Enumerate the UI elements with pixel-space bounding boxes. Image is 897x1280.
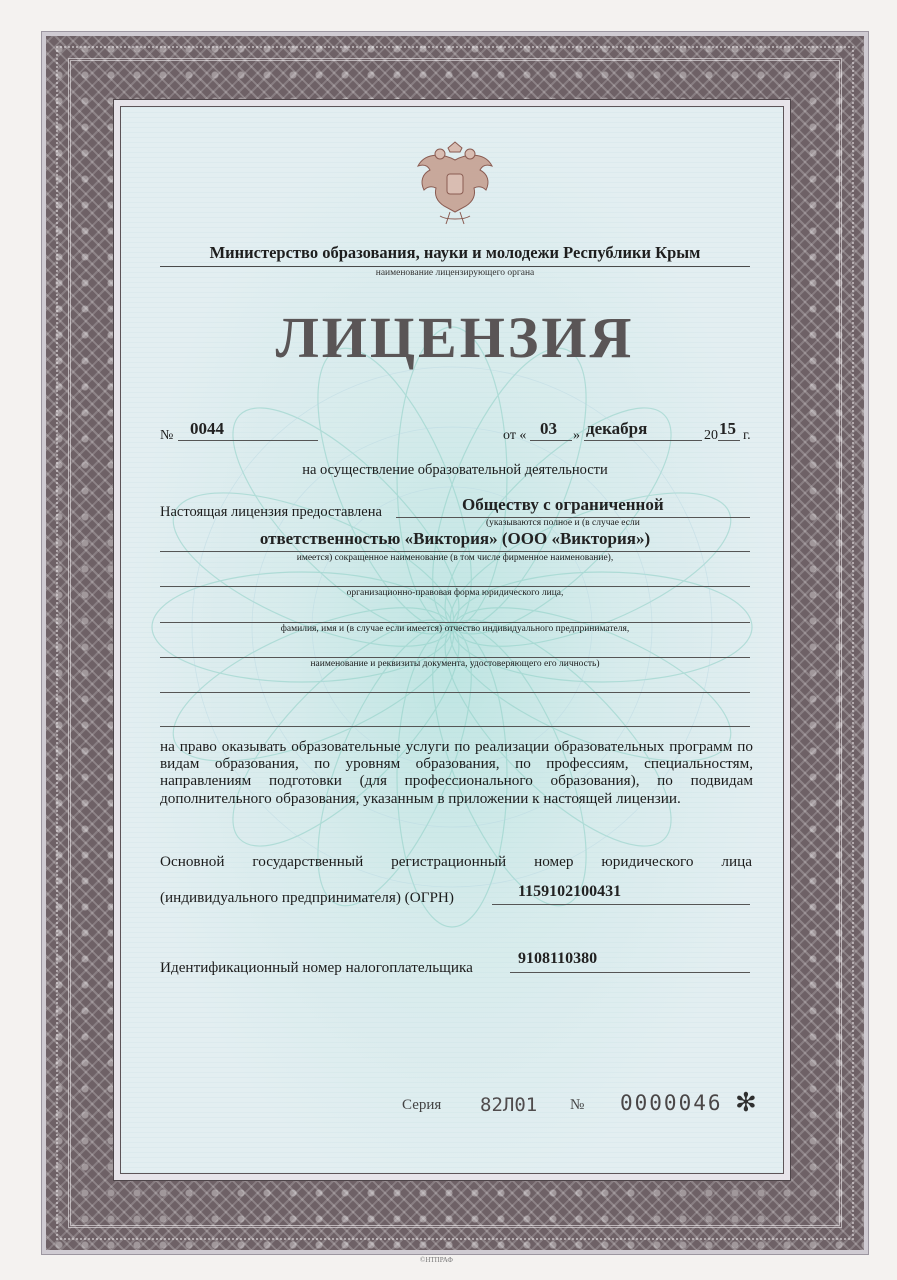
licensing-authority-name: Министерство образования, науки и молодежи Республики Крым — [209, 243, 701, 262]
holder-hint-1: (указываются полное и (в случае если — [486, 518, 640, 528]
license-number-underline — [178, 440, 318, 441]
date-month: декабря — [586, 419, 648, 438]
holder-line-2-underline — [160, 551, 750, 552]
date-year-prefix: 20 — [704, 428, 718, 443]
inn-label: Идентификационный номер налогоплательщика — [160, 959, 473, 976]
double-headed-eagle-emblem — [410, 140, 500, 230]
inn-underline — [510, 972, 750, 973]
granted-to-label: Настоящая лицензия предоставлена — [160, 504, 382, 520]
ogrn-underline — [492, 904, 750, 905]
authority-hint: наименование лицензирующего органа — [375, 268, 535, 278]
asterisk-mark: ✻ — [735, 1088, 757, 1117]
date-day-underline — [530, 440, 572, 441]
date-year: 15 — [719, 419, 736, 438]
blank-line-6 — [160, 692, 750, 693]
activity-type: на осуществление образовательной деятельности — [302, 462, 608, 478]
holder-name-line-2: ответственностью «Виктория» (ООО «Виктория») — [259, 529, 651, 548]
series-label: Серия — [402, 1097, 442, 1113]
inn-value: 9108110380 — [518, 950, 598, 967]
date-year-unit: г. — [743, 428, 751, 443]
blank-line-4 — [160, 622, 750, 623]
blank-line-7 — [160, 726, 750, 727]
document-title: ЛИЦЕНЗИЯ — [275, 305, 635, 370]
date-quote-close: » — [573, 428, 580, 443]
ogrn-value: 1159102100431 — [518, 883, 622, 900]
series-value: 82Л01 — [480, 1094, 538, 1116]
holder-name-line-1: Обществу с ограниченной — [462, 495, 664, 514]
holder-hint-2: имеется) сокращенное наименование (в том числе фирменное наименование), — [296, 553, 614, 563]
holder-hint-4: фамилия, имя и (в случае если имеется) отчество индивидуального предпринимателя, — [280, 624, 630, 634]
license-number-label: № — [160, 428, 174, 443]
date-year-underline — [718, 440, 740, 441]
serial-number-label: № — [570, 1097, 585, 1113]
date-prefix: от « — [503, 428, 527, 443]
holder-hint-3: организационно-правовая форма юридического лица, — [346, 588, 564, 598]
ogrn-label-line-2: (индивидуального предпринимателя) (ОГРН) — [160, 889, 454, 906]
blank-line-5 — [160, 657, 750, 658]
authority-underline — [160, 266, 750, 267]
holder-hint-5: наименование и реквизиты документа, удостоверяющего его личность) — [310, 659, 600, 669]
date-day: 03 — [540, 419, 557, 438]
printer-mark: ©НТПРАФ — [420, 1256, 453, 1264]
blank-line-3 — [160, 586, 750, 587]
date-month-underline — [584, 440, 702, 441]
serial-number: 0000046 — [620, 1091, 723, 1115]
rights-paragraph: на право оказывать образовательные услуги по реализации образовательных программ по видам образования, по уровням образования, по профессиям, специальностям, направлениям подготовки (для профессионального образования), по подвидам дополнительного образования, указанным в приложении к настоящей лицензии. — [160, 738, 753, 807]
license-number: 0044 — [190, 419, 224, 438]
ogrn-label-line-1: Основной государственный регистрационный номер юридического лица — [160, 853, 752, 870]
